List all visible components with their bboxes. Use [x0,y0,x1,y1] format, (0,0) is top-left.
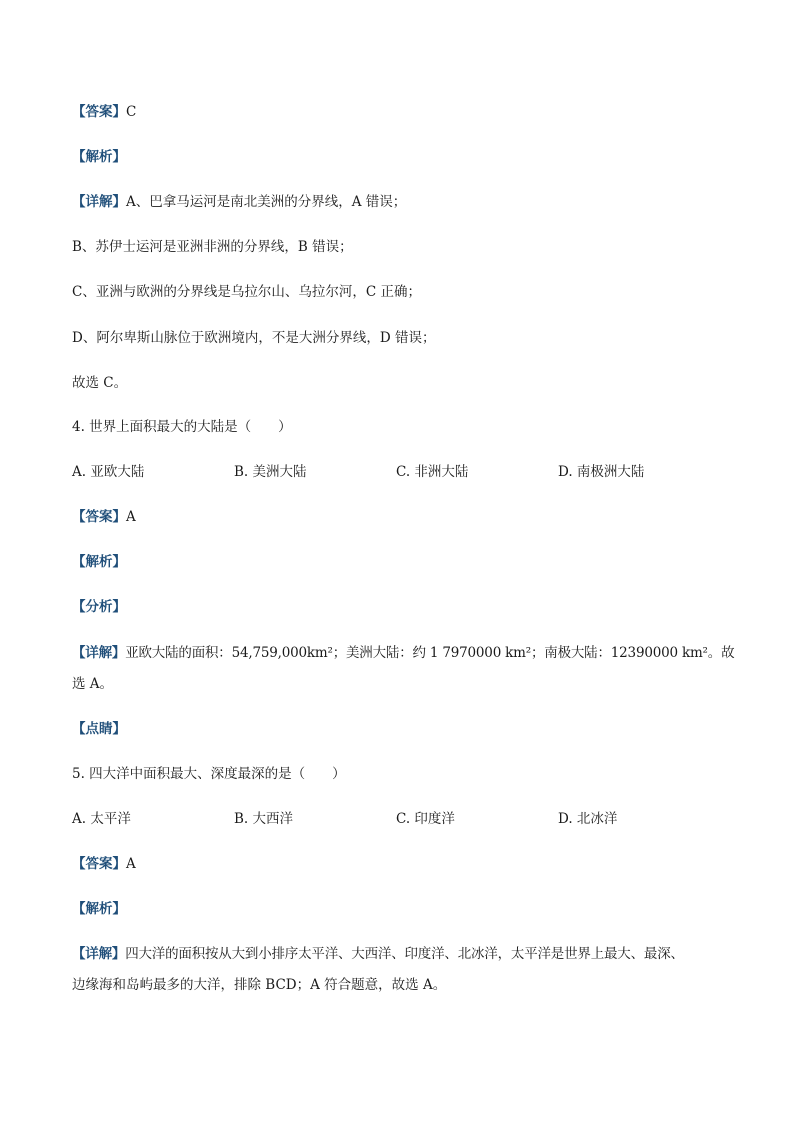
q4-answer-line [72,507,136,527]
q4-fenxi-tag: 【分析】 [72,599,126,615]
q4-dianjing-line [72,719,126,739]
q5-option-c: C. 印度洋 [396,811,455,827]
q3-detail-line-1 [72,192,406,212]
q3-detail-tag: 【详解】 [72,194,126,210]
q5-detail-tag: 【详解】 [72,946,126,962]
q3-detail-line-3: C、亚洲与欧洲的分界线是乌拉尔山、乌拉尔河，C 正确； [72,284,421,300]
q4-analysis-tag: 【解析】 [72,554,126,570]
q4-detail-text-1: 亚欧大陆的面积：54,759,000km²；美洲大陆：约 1 7970000 km²；南极大陆：12390000 km²。故 [125,645,735,661]
q4-analysis-line [72,552,126,572]
q5-detail-line-1 [72,944,684,964]
q3-detail-line-2: B、苏伊士运河是亚洲非洲的分界线，B 错误； [72,239,353,255]
q4-detail-tag: 【详解】 [72,645,126,661]
q5-option-b: B. 大西洋 [234,811,294,827]
q5-option-d: D. 北冰洋 [558,811,618,827]
q4-option-d: D. 南极洲大陆 [558,464,645,480]
q4-option-a: A. 亚欧大陆 [72,464,145,480]
q5-answer-tag: 【答案】 [72,856,126,872]
q5-stem: 5. 四大洋中面积最大、深度最深的是（ ） [72,766,346,782]
q5-detail-text-1: 四大洋的面积按从大到小排序太平洋、大西洋、印度洋、北冰洋，太平洋是世界上最大、最深、 [125,946,684,962]
q5-detail-line-2: 边缘海和岛屿最多的大洋，排除 BCD；A 符合题意，故选 A。 [72,977,447,993]
q4-dianjing-tag: 【点睛】 [72,721,126,737]
q4-detail-line-2: 选 A。 [72,676,114,692]
q4-fenxi-line [72,597,126,617]
q3-analysis-tag: 【解析】 [72,149,126,165]
q5-analysis-line [72,899,126,919]
q4-stem: 4. 世界上面积最大的大陆是（ ） [72,419,292,435]
q5-answer-value: A [126,856,136,872]
q3-conclusion: 故选 C。 [72,375,128,391]
q4-answer-value: A [126,509,136,525]
q5-analysis-tag: 【解析】 [72,901,126,917]
q3-detail-line-4: D、阿尔卑斯山脉位于欧洲境内，不是大洲分界线，D 错误； [72,330,436,346]
q4-option-b: B. 美洲大陆 [234,464,307,480]
q4-option-c: C. 非洲大陆 [396,464,469,480]
q4-answer-tag: 【答案】 [72,509,126,525]
q3-analysis-line [72,147,126,167]
q5-answer-line [72,854,136,874]
q3-answer-line [72,102,136,122]
q3-answer-tag: 【答案】 [72,104,126,120]
q5-option-a: A. 太平洋 [72,811,131,827]
q4-detail-line-1 [72,643,734,663]
q3-detail-text-1: A、巴拿马运河是南北美洲的分界线，A 错误； [126,194,407,210]
q3-answer-value: C [126,104,137,120]
